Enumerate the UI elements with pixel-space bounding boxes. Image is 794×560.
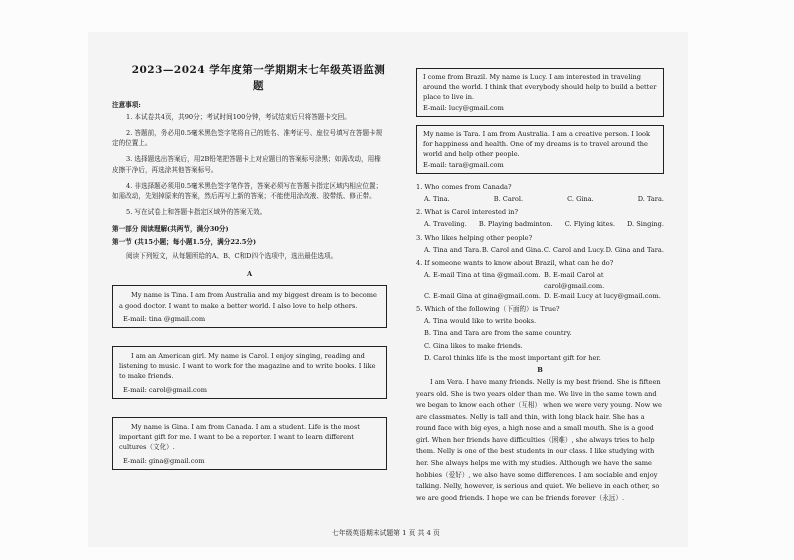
option: C. Flying kites. [564, 220, 615, 229]
profile-text: My name is Tina. I am from Australia and my biggest dream is to become a good doctor. I want to make a better world. I also love to help others. [119, 291, 377, 310]
option: A. E-mail Tina at tina @gmail.com. [424, 271, 541, 280]
option: D. Carol thinks life is the most important gift for her. [424, 353, 601, 362]
section-heading: 第一节 (共15小题；每小题1.5分，满分22.5分) [112, 237, 257, 246]
profile-email: E-mail: carol@gmail.com [123, 385, 207, 394]
option: B. Playing badminton. [478, 220, 553, 229]
option: D. Tara. [637, 194, 664, 203]
option: A. Tina. [424, 194, 450, 203]
profile-text: I am an American girl. My name is Carol. I enjoy singing, reading and listening to music. I want to work for the magazine and to write books. I like to make friends. [119, 352, 376, 381]
question-1: 1. Who comes from Canada? [416, 182, 512, 191]
profile-email: E-mail: tina @gmail.com [123, 314, 206, 323]
profile-box-carol [112, 346, 387, 399]
passage-b-label: B [537, 366, 543, 375]
question-2-options [416, 219, 664, 229]
option: C. Carol and Lucy. [543, 245, 605, 254]
profile-text: I come from Brazil. My name is Lucy. I am interested in traveling around the world. I think that everybody should help to build a better place to live in. [423, 73, 657, 102]
option: A. Tina and Tara. [424, 245, 482, 254]
right-column [416, 68, 664, 504]
page-footer: 七年级英语期末试题第 1 页 共 4 页 [332, 529, 440, 537]
left-column [112, 62, 387, 488]
notes-heading: 注意事项: [112, 100, 141, 109]
option: D. Gina and Tara. [605, 245, 664, 254]
passage-b: I am Vera. I have many friends. Nelly is my best friend. She is fifteen years old. She is two years older than me. We live in the same town and we began to know each other（互相） when we were very young. Now we are classmates. Nelly is tall and thin, with long black hair. She has a round face with big eyes, a high nose and a small mouth. She is a good girl. When her friends have difficulties（困难）, she always tries to help them. Nelly is one of the best students in our class. I like studying with her. She always helps me with my studies. Although we have the same hobbies（爱好）, we also have some differences. I am sociable and enjoy talking. Nelly, however, is serious and quiet. We believe in each other, so we are good friends. I hope we can be friends forever（永远）. [416, 378, 662, 502]
option: B. Tina and Tara are from the same country. [424, 329, 572, 338]
option: B. E-mail Carol at carol@gmail.com. [544, 271, 605, 290]
option: A. Tina would like to write books. [424, 317, 537, 326]
question-4: 4. If someone wants to know about Brazil, what can he do? [416, 259, 614, 268]
option: D. Singing. [626, 220, 664, 229]
question-4-options [416, 270, 664, 301]
question-5: 5. Which of the following（下面的）is True? [416, 304, 560, 313]
option: C. E-mail Gina at gina@gmail.com. [424, 291, 541, 300]
profile-text: My name is Tara. I am from Australia. I am a creative person. I look for happiness and health. One of my dreams is to travel around the world and help other people. [423, 129, 651, 159]
profile-email: E-mail: lucy@gmail.com [423, 103, 504, 112]
question-1-options [416, 194, 664, 204]
profile-box-tara [416, 125, 664, 174]
option: C. Gina likes to make friends. [424, 341, 523, 350]
profile-email: E-mail: tara@gmail.com [423, 160, 504, 169]
question-3-options [416, 245, 664, 255]
note-item: 1. 本试卷共4页，共90分；考试时间100分钟，考试结束后只将答题卡交回。 [126, 112, 351, 121]
passage-a-label: A [246, 270, 253, 279]
note-item: 3. 选择题选出答案后，用2B铅笔把答题卡上对应题目的答案标号涂黑；如需改动，用橡皮擦干净后，再选涂其他答案标号。 [112, 155, 381, 174]
profile-email: E-mail: gina@gmail.com [123, 456, 205, 465]
profile-box-tina [112, 285, 387, 328]
exam-title: 2023—2024 学年度第一学期期末七年级英语监测题 [131, 64, 386, 93]
option: B. Carol. [493, 194, 524, 203]
directions: 阅读下列短文，从每题所给的A、B、C和D四个选项中，选出最佳选项。 [126, 251, 338, 260]
option: A. Traveling. [424, 220, 467, 229]
note-item: 5. 写在试卷上和答题卡指定区域外的答案无效。 [126, 208, 267, 217]
option: C. Gina. [567, 194, 594, 203]
option: D. E-mail Lucy at lucy@gmail.com. [544, 291, 661, 300]
note-item: 2. 答题前，务必用0.5毫米黑色签字笔将自己的姓名、准考证号、座位号填写在答题卡规定的位置上。 [112, 128, 383, 148]
question-3: 3. Who likes helping other people? [416, 233, 533, 242]
part-heading: 第一部分 阅读理解(共两节，满分30分) [112, 224, 229, 233]
question-2: 2. What is Carol interested in? [416, 208, 519, 217]
profile-box-lucy [416, 68, 664, 117]
profile-box-gina [112, 417, 387, 470]
profile-text: My name is Gina. I am from Canada. I am a student. Life is the most important gift for me. I want to be a reporter. I want to learn different cultures（文化）. [119, 422, 360, 452]
option: B. Carol and Gina. [481, 245, 544, 254]
note-item: 4. 非选择题必须用0.5毫米黑色签字笔作答，答案必须写在答题卡指定区域内相应位置；如需改动，先划掉原来的答案，然后再写上新的答案；不能使用涂改液、胶带纸、修正带。 [112, 181, 383, 201]
